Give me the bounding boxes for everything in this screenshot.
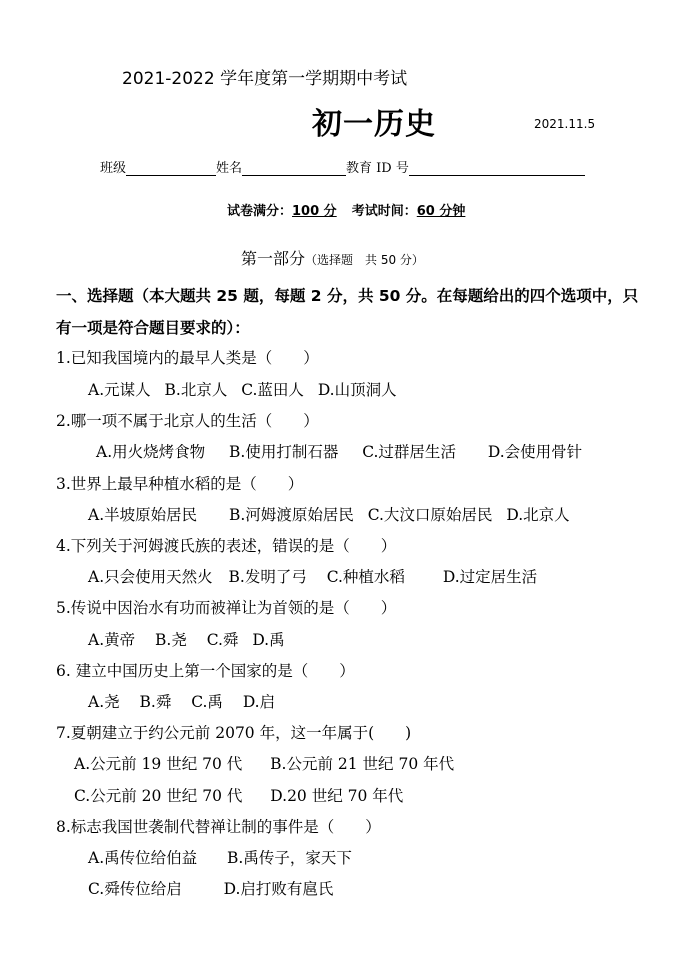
- question-stem: 6. 建立中国历史上第一个国家的是（ ）: [56, 662, 355, 680]
- name-field[interactable]: [242, 161, 346, 176]
- question-stem: 4.下列关于河姆渡氏族的表述，错误的是（ ）: [56, 537, 397, 555]
- option[interactable]: A.公元前 19 世纪 70 代: [74, 755, 243, 773]
- option[interactable]: A.元谋人: [88, 381, 151, 399]
- part-title: [241, 246, 424, 269]
- question-stem: 7.夏朝建立于约公元前 2070 年，这一年属于( ): [56, 724, 412, 742]
- option[interactable]: C.舜传位给启: [88, 880, 182, 898]
- part-note: （选择题 共 50 分）: [305, 253, 424, 267]
- id-field[interactable]: [409, 161, 585, 176]
- question-options: [88, 846, 352, 868]
- question-options: [74, 752, 454, 774]
- class-field[interactable]: [126, 161, 216, 176]
- full-score-value: 100 分: [292, 204, 337, 219]
- question-options: [88, 690, 275, 712]
- id-label: 教育 ID 号: [346, 161, 409, 176]
- time-value: 60 分钟: [416, 204, 466, 219]
- option[interactable]: A.半坡原始居民: [88, 506, 198, 524]
- option[interactable]: A.禹传位给伯益: [88, 849, 198, 867]
- option[interactable]: D.启打败有扈氏: [223, 880, 334, 898]
- option[interactable]: A.只会使用天然火: [88, 568, 213, 586]
- question-options: [88, 565, 537, 587]
- option[interactable]: D.会使用骨针: [487, 443, 583, 461]
- name-label: 姓名: [216, 161, 243, 176]
- option[interactable]: C.禹: [191, 693, 223, 711]
- question-stem: 3.世界上最早种植水稻的是（ ）: [56, 475, 304, 493]
- question-options: [88, 378, 397, 400]
- exam-date: 2021.11.5: [534, 117, 596, 131]
- option[interactable]: C.过群居生活: [362, 443, 456, 461]
- score-line: [227, 200, 465, 219]
- option[interactable]: B.发明了弓: [228, 568, 307, 586]
- option[interactable]: C.蓝田人: [241, 381, 304, 399]
- option[interactable]: A.黄帝: [88, 631, 136, 649]
- full-score-label: 试卷满分：: [227, 204, 293, 219]
- option[interactable]: D.山顶洞人: [317, 381, 397, 399]
- time-label: 考试时间：: [351, 204, 417, 219]
- option[interactable]: B.公元前 21 世纪 70 年代: [270, 755, 455, 773]
- option[interactable]: C.种植水稻: [326, 568, 405, 586]
- option[interactable]: A.尧: [88, 693, 120, 711]
- question-stem: 2.哪一项不属于北京人的生活（ ）: [56, 412, 319, 430]
- section-instruction-line1: 一、选择题（本大题共 25 题，每题 2 分，共 50 分。在每题给出的四个选项中，只: [56, 287, 639, 305]
- option[interactable]: D.禹: [252, 631, 285, 649]
- section-instruction-line2: 有一项是符合题目要求的）：: [56, 319, 250, 337]
- question-options: [88, 628, 285, 650]
- option[interactable]: B.河姆渡原始居民: [229, 506, 354, 524]
- option[interactable]: B.使用打制石器: [229, 443, 339, 461]
- option[interactable]: D.北京人: [506, 506, 570, 524]
- option[interactable]: B.尧: [155, 631, 187, 649]
- question-stem: 1.已知我国境内的最早人类是（ ）: [56, 349, 319, 367]
- option[interactable]: A.用火烧烤食物: [96, 443, 206, 461]
- option[interactable]: C.大汶口原始居民: [367, 506, 493, 524]
- option[interactable]: B.舜: [139, 693, 172, 711]
- question-options: [88, 877, 333, 899]
- subject-title: 初一历史: [312, 107, 436, 142]
- option[interactable]: C.舜: [206, 631, 239, 649]
- option[interactable]: D.20 世纪 70 年代: [270, 787, 404, 805]
- student-info-row: [100, 157, 585, 176]
- option[interactable]: B.北京人: [164, 381, 228, 399]
- question-stem: 5.传说中因治水有功而被禅让为首领的是（ ）: [56, 599, 397, 617]
- question-options: [74, 784, 403, 806]
- exam-title: 2021-2022 学年度第一学期期中考试: [122, 69, 408, 89]
- question-options: [88, 503, 570, 525]
- question-stem: 8.标志我国世袭制代替禅让制的事件是（ ）: [56, 818, 381, 836]
- option[interactable]: D.启: [242, 693, 276, 711]
- option[interactable]: C.公元前 20 世纪 70 代: [74, 787, 243, 805]
- class-label: 班级: [100, 161, 127, 176]
- question-options: [96, 440, 582, 462]
- option[interactable]: D.过定居生活: [442, 568, 538, 586]
- part-name: 第一部分: [241, 249, 306, 268]
- option[interactable]: B.禹传子，家天下: [227, 849, 352, 867]
